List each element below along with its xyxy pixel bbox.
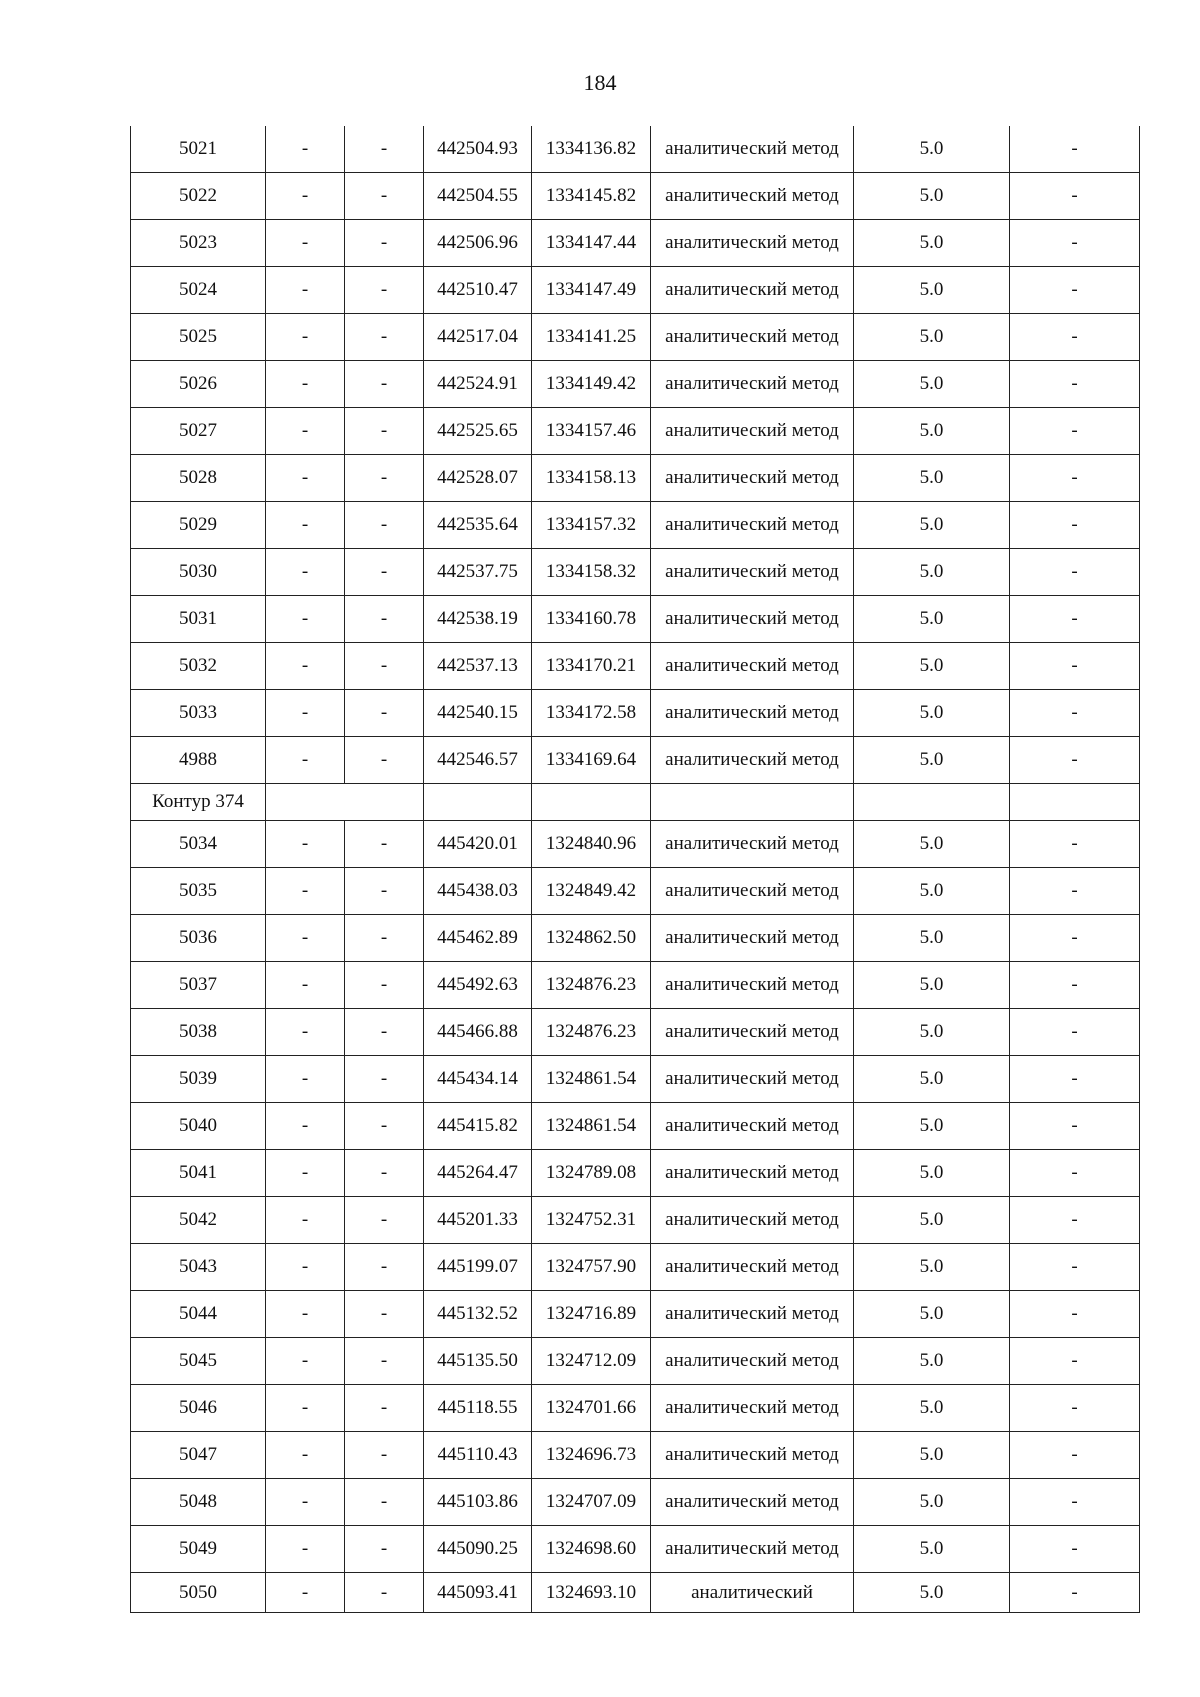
method-cell: аналитический метод: [651, 1056, 854, 1103]
accuracy-cell: 5.0: [854, 962, 1010, 1009]
dash-cell: -: [266, 690, 345, 737]
note-cell: -: [1010, 868, 1140, 915]
accuracy-cell: 5.0: [854, 1385, 1010, 1432]
dash-cell: -: [345, 821, 424, 868]
dash-cell: -: [266, 1432, 345, 1479]
table-row: [131, 1103, 1140, 1150]
y-coordinate-cell: 1324876.23: [532, 962, 651, 1009]
method-cell: аналитический метод: [651, 962, 854, 1009]
table-body: [131, 126, 1140, 1613]
dash-cell: -: [345, 643, 424, 690]
dash-cell: -: [266, 1338, 345, 1385]
method-cell: аналитический метод: [651, 1291, 854, 1338]
accuracy-cell: 5.0: [854, 408, 1010, 455]
method-cell: аналитический метод: [651, 267, 854, 314]
note-cell: -: [1010, 1526, 1140, 1573]
method-cell: аналитический метод: [651, 173, 854, 220]
dash-cell: -: [345, 220, 424, 267]
dash-cell: -: [266, 220, 345, 267]
x-coordinate-cell: 445201.33: [424, 1197, 532, 1244]
table-row: [131, 408, 1140, 455]
y-coordinate-cell: 1334169.64: [532, 737, 651, 784]
note-cell: -: [1010, 1103, 1140, 1150]
method-cell: аналитический метод: [651, 1432, 854, 1479]
method-cell: аналитический метод: [651, 220, 854, 267]
method-cell: аналитический метод: [651, 1526, 854, 1573]
x-coordinate-cell: 442525.65: [424, 408, 532, 455]
table-row: [131, 502, 1140, 549]
point-id-cell: 5027: [131, 408, 266, 455]
dash-cell: -: [345, 1526, 424, 1573]
coordinates-table: [130, 126, 1140, 1613]
method-cell: аналитический метод: [651, 868, 854, 915]
x-coordinate-cell: 442517.04: [424, 314, 532, 361]
table-row: [131, 455, 1140, 502]
table-row: [131, 596, 1140, 643]
table-row: [131, 1573, 1140, 1613]
table-row: [131, 690, 1140, 737]
table-row: [131, 1385, 1140, 1432]
dash-cell: -: [266, 1150, 345, 1197]
dash-cell: -: [345, 962, 424, 1009]
accuracy-cell: 5.0: [854, 1244, 1010, 1291]
note-cell: -: [1010, 126, 1140, 173]
table-row: [131, 267, 1140, 314]
accuracy-cell: 5.0: [854, 1526, 1010, 1573]
table-row: [131, 1432, 1140, 1479]
note-cell: -: [1010, 1150, 1140, 1197]
y-coordinate-cell: 1334160.78: [532, 596, 651, 643]
y-coordinate-cell: 1334158.13: [532, 455, 651, 502]
dash-cell: -: [266, 1244, 345, 1291]
x-coordinate-cell: 442504.55: [424, 173, 532, 220]
y-coordinate-cell: 1324789.08: [532, 1150, 651, 1197]
x-coordinate-cell: 445132.52: [424, 1291, 532, 1338]
y-coordinate-cell: 1334149.42: [532, 361, 651, 408]
dash-cell: -: [345, 549, 424, 596]
dash-cell: -: [266, 173, 345, 220]
y-coordinate-cell: 1324698.60: [532, 1526, 651, 1573]
dash-cell: -: [345, 267, 424, 314]
table-row: [131, 1244, 1140, 1291]
note-cell: -: [1010, 1197, 1140, 1244]
y-coordinate-cell: 1324752.31: [532, 1197, 651, 1244]
x-coordinate-cell: 445492.63: [424, 962, 532, 1009]
x-coordinate-cell: 445438.03: [424, 868, 532, 915]
point-id-cell: 5034: [131, 821, 266, 868]
note-cell: -: [1010, 173, 1140, 220]
method-cell: аналитический метод: [651, 1009, 854, 1056]
point-id-cell: 5045: [131, 1338, 266, 1385]
dash-cell: -: [345, 126, 424, 173]
x-coordinate-cell: 445093.41: [424, 1573, 532, 1613]
dash-cell: -: [266, 549, 345, 596]
note-cell: -: [1010, 1338, 1140, 1385]
x-coordinate-cell: 445118.55: [424, 1385, 532, 1432]
dash-cell: -: [345, 1056, 424, 1103]
dash-cell: -: [266, 408, 345, 455]
accuracy-cell: 5.0: [854, 173, 1010, 220]
table-row: [131, 314, 1140, 361]
point-id-cell: 5037: [131, 962, 266, 1009]
method-cell: аналитический метод: [651, 1244, 854, 1291]
note-cell: -: [1010, 267, 1140, 314]
accuracy-cell: 5.0: [854, 1197, 1010, 1244]
method-cell: аналитический метод: [651, 314, 854, 361]
dash-cell: -: [345, 1385, 424, 1432]
dash-cell: -: [266, 915, 345, 962]
x-coordinate-cell: 445415.82: [424, 1103, 532, 1150]
x-coordinate-cell: 445420.01: [424, 821, 532, 868]
table-row: [131, 868, 1140, 915]
point-id-cell: 5036: [131, 915, 266, 962]
dash-cell: -: [345, 1338, 424, 1385]
dash-cell: -: [266, 1009, 345, 1056]
accuracy-cell: 5.0: [854, 868, 1010, 915]
dash-cell: -: [345, 1009, 424, 1056]
dash-cell: -: [266, 314, 345, 361]
y-coordinate-cell: 1324840.96: [532, 821, 651, 868]
x-coordinate-cell: 442524.91: [424, 361, 532, 408]
empty-cell: [651, 784, 854, 821]
note-cell: -: [1010, 737, 1140, 784]
point-id-cell: 5049: [131, 1526, 266, 1573]
dash-cell: -: [266, 1103, 345, 1150]
dash-cell: -: [345, 502, 424, 549]
accuracy-cell: 5.0: [854, 314, 1010, 361]
table-row: [131, 126, 1140, 173]
y-coordinate-cell: 1334157.32: [532, 502, 651, 549]
accuracy-cell: 5.0: [854, 596, 1010, 643]
method-cell: аналитический метод: [651, 549, 854, 596]
point-id-cell: 5025: [131, 314, 266, 361]
accuracy-cell: 5.0: [854, 549, 1010, 596]
accuracy-cell: 5.0: [854, 737, 1010, 784]
accuracy-cell: 5.0: [854, 1573, 1010, 1613]
accuracy-cell: 5.0: [854, 1150, 1010, 1197]
table-row: [131, 549, 1140, 596]
method-cell: аналитический метод: [651, 596, 854, 643]
dash-cell: -: [345, 1197, 424, 1244]
dash-cell: -: [266, 267, 345, 314]
note-cell: -: [1010, 455, 1140, 502]
dash-cell: -: [345, 737, 424, 784]
point-id-cell: 5028: [131, 455, 266, 502]
y-coordinate-cell: 1334170.21: [532, 643, 651, 690]
note-cell: -: [1010, 361, 1140, 408]
dash-cell: -: [266, 1526, 345, 1573]
note-cell: -: [1010, 314, 1140, 361]
point-id-cell: 4988: [131, 737, 266, 784]
method-cell: аналитический метод: [651, 126, 854, 173]
note-cell: -: [1010, 549, 1140, 596]
y-coordinate-cell: 1324707.09: [532, 1479, 651, 1526]
dash-cell: -: [345, 408, 424, 455]
method-cell: аналитический метод: [651, 1103, 854, 1150]
table-row: [131, 173, 1140, 220]
x-coordinate-cell: 445135.50: [424, 1338, 532, 1385]
table-row: [131, 220, 1140, 267]
point-id-cell: 5043: [131, 1244, 266, 1291]
y-coordinate-cell: 1324861.54: [532, 1056, 651, 1103]
point-id-cell: 5035: [131, 868, 266, 915]
accuracy-cell: 5.0: [854, 643, 1010, 690]
method-cell: аналитический метод: [651, 502, 854, 549]
accuracy-cell: 5.0: [854, 1103, 1010, 1150]
dash-cell: -: [345, 868, 424, 915]
point-id-cell: 5038: [131, 1009, 266, 1056]
accuracy-cell: 5.0: [854, 502, 1010, 549]
method-cell: аналитический метод: [651, 455, 854, 502]
empty-cell: [532, 784, 651, 821]
accuracy-cell: 5.0: [854, 1009, 1010, 1056]
dash-cell: -: [266, 868, 345, 915]
accuracy-cell: 5.0: [854, 361, 1010, 408]
point-id-cell: 5033: [131, 690, 266, 737]
table-row: [131, 1526, 1140, 1573]
note-cell: -: [1010, 1244, 1140, 1291]
x-coordinate-cell: 442510.47: [424, 267, 532, 314]
y-coordinate-cell: 1334147.44: [532, 220, 651, 267]
point-id-cell: 5046: [131, 1385, 266, 1432]
method-cell: аналитический метод: [651, 643, 854, 690]
note-cell: -: [1010, 1056, 1140, 1103]
method-cell: аналитический метод: [651, 737, 854, 784]
table-row: [131, 915, 1140, 962]
method-cell: аналитический метод: [651, 915, 854, 962]
dash-cell: -: [266, 455, 345, 502]
point-id-cell: 5042: [131, 1197, 266, 1244]
accuracy-cell: 5.0: [854, 267, 1010, 314]
empty-cell: [266, 784, 424, 821]
y-coordinate-cell: 1324693.10: [532, 1573, 651, 1613]
note-cell: -: [1010, 1291, 1140, 1338]
table-row: [131, 962, 1140, 1009]
method-cell: аналитический метод: [651, 821, 854, 868]
dash-cell: -: [345, 173, 424, 220]
method-cell: аналитический метод: [651, 1338, 854, 1385]
point-id-cell: 5041: [131, 1150, 266, 1197]
point-id-cell: 5021: [131, 126, 266, 173]
dash-cell: -: [345, 596, 424, 643]
x-coordinate-cell: 442537.13: [424, 643, 532, 690]
point-id-cell: 5024: [131, 267, 266, 314]
table-row: [131, 361, 1140, 408]
y-coordinate-cell: 1334172.58: [532, 690, 651, 737]
empty-cell: [1010, 784, 1140, 821]
method-cell: аналитический метод: [651, 1197, 854, 1244]
method-cell: аналитический метод: [651, 408, 854, 455]
table-row: [131, 1338, 1140, 1385]
note-cell: -: [1010, 1009, 1140, 1056]
x-coordinate-cell: 442504.93: [424, 126, 532, 173]
note-cell: -: [1010, 1432, 1140, 1479]
empty-cell: [424, 784, 532, 821]
point-id-cell: 5039: [131, 1056, 266, 1103]
x-coordinate-cell: 442528.07: [424, 455, 532, 502]
dash-cell: -: [345, 455, 424, 502]
x-coordinate-cell: 445264.47: [424, 1150, 532, 1197]
table-row: [131, 1197, 1140, 1244]
note-cell: -: [1010, 962, 1140, 1009]
dash-cell: -: [345, 690, 424, 737]
y-coordinate-cell: 1334157.46: [532, 408, 651, 455]
y-coordinate-cell: 1334158.32: [532, 549, 651, 596]
table-row: [131, 1291, 1140, 1338]
accuracy-cell: 5.0: [854, 1056, 1010, 1103]
accuracy-cell: 5.0: [854, 1338, 1010, 1385]
accuracy-cell: 5.0: [854, 1291, 1010, 1338]
note-cell: -: [1010, 596, 1140, 643]
contour-label: Контур 374: [131, 784, 266, 821]
accuracy-cell: 5.0: [854, 915, 1010, 962]
dash-cell: -: [266, 596, 345, 643]
point-id-cell: 5026: [131, 361, 266, 408]
note-cell: -: [1010, 915, 1140, 962]
dash-cell: -: [266, 1385, 345, 1432]
y-coordinate-cell: 1324862.50: [532, 915, 651, 962]
dash-cell: -: [266, 1197, 345, 1244]
contour-header-row: [131, 784, 1140, 821]
page-number: 184: [583, 70, 617, 95]
point-id-cell: 5044: [131, 1291, 266, 1338]
dash-cell: -: [345, 915, 424, 962]
table-row: [131, 1056, 1140, 1103]
y-coordinate-cell: 1334141.25: [532, 314, 651, 361]
y-coordinate-cell: 1324757.90: [532, 1244, 651, 1291]
point-id-cell: 5047: [131, 1432, 266, 1479]
dash-cell: -: [266, 1479, 345, 1526]
x-coordinate-cell: 445462.89: [424, 915, 532, 962]
y-coordinate-cell: 1334145.82: [532, 173, 651, 220]
x-coordinate-cell: 442506.96: [424, 220, 532, 267]
dash-cell: -: [266, 1056, 345, 1103]
x-coordinate-cell: 442540.15: [424, 690, 532, 737]
accuracy-cell: 5.0: [854, 126, 1010, 173]
point-id-cell: 5022: [131, 173, 266, 220]
y-coordinate-cell: 1324716.89: [532, 1291, 651, 1338]
y-coordinate-cell: 1334136.82: [532, 126, 651, 173]
x-coordinate-cell: 442537.75: [424, 549, 532, 596]
method-cell: аналитический метод: [651, 690, 854, 737]
y-coordinate-cell: 1324712.09: [532, 1338, 651, 1385]
x-coordinate-cell: 445110.43: [424, 1432, 532, 1479]
dash-cell: -: [266, 1573, 345, 1613]
note-cell: -: [1010, 1573, 1140, 1613]
y-coordinate-cell: 1324861.54: [532, 1103, 651, 1150]
note-cell: -: [1010, 690, 1140, 737]
accuracy-cell: 5.0: [854, 821, 1010, 868]
dash-cell: -: [345, 1479, 424, 1526]
dash-cell: -: [345, 1103, 424, 1150]
table-row: [131, 821, 1140, 868]
dash-cell: -: [266, 126, 345, 173]
table-row: [131, 1479, 1140, 1526]
method-cell: аналитический: [651, 1573, 854, 1613]
point-id-cell: 5023: [131, 220, 266, 267]
x-coordinate-cell: 445090.25: [424, 1526, 532, 1573]
x-coordinate-cell: 445434.14: [424, 1056, 532, 1103]
dash-cell: -: [266, 737, 345, 784]
dash-cell: -: [345, 1573, 424, 1613]
point-id-cell: 5050: [131, 1573, 266, 1613]
point-id-cell: 5048: [131, 1479, 266, 1526]
note-cell: -: [1010, 821, 1140, 868]
accuracy-cell: 5.0: [854, 220, 1010, 267]
y-coordinate-cell: 1324696.73: [532, 1432, 651, 1479]
point-id-cell: 5031: [131, 596, 266, 643]
y-coordinate-cell: 1324849.42: [532, 868, 651, 915]
method-cell: аналитический метод: [651, 361, 854, 408]
dash-cell: -: [345, 1150, 424, 1197]
dash-cell: -: [266, 502, 345, 549]
note-cell: -: [1010, 1385, 1140, 1432]
note-cell: -: [1010, 220, 1140, 267]
accuracy-cell: 5.0: [854, 455, 1010, 502]
y-coordinate-cell: 1334147.49: [532, 267, 651, 314]
x-coordinate-cell: 442538.19: [424, 596, 532, 643]
accuracy-cell: 5.0: [854, 1479, 1010, 1526]
table-row: [131, 643, 1140, 690]
point-id-cell: 5040: [131, 1103, 266, 1150]
table-row: [131, 1009, 1140, 1056]
point-id-cell: 5030: [131, 549, 266, 596]
point-id-cell: 5029: [131, 502, 266, 549]
x-coordinate-cell: 442546.57: [424, 737, 532, 784]
accuracy-cell: 5.0: [854, 1432, 1010, 1479]
dash-cell: -: [266, 643, 345, 690]
note-cell: -: [1010, 643, 1140, 690]
dash-cell: -: [345, 1244, 424, 1291]
x-coordinate-cell: 445103.86: [424, 1479, 532, 1526]
dash-cell: -: [345, 1291, 424, 1338]
note-cell: -: [1010, 1479, 1140, 1526]
dash-cell: -: [266, 1291, 345, 1338]
dash-cell: -: [266, 361, 345, 408]
accuracy-cell: 5.0: [854, 690, 1010, 737]
y-coordinate-cell: 1324701.66: [532, 1385, 651, 1432]
dash-cell: -: [266, 962, 345, 1009]
table-row: [131, 1150, 1140, 1197]
x-coordinate-cell: 445466.88: [424, 1009, 532, 1056]
dash-cell: -: [345, 1432, 424, 1479]
x-coordinate-cell: 445199.07: [424, 1244, 532, 1291]
empty-cell: [854, 784, 1010, 821]
method-cell: аналитический метод: [651, 1479, 854, 1526]
y-coordinate-cell: 1324876.23: [532, 1009, 651, 1056]
point-id-cell: 5032: [131, 643, 266, 690]
dash-cell: -: [345, 361, 424, 408]
table-row: [131, 737, 1140, 784]
dash-cell: -: [266, 821, 345, 868]
note-cell: -: [1010, 408, 1140, 455]
x-coordinate-cell: 442535.64: [424, 502, 532, 549]
method-cell: аналитический метод: [651, 1385, 854, 1432]
dash-cell: -: [345, 314, 424, 361]
method-cell: аналитический метод: [651, 1150, 854, 1197]
note-cell: -: [1010, 502, 1140, 549]
